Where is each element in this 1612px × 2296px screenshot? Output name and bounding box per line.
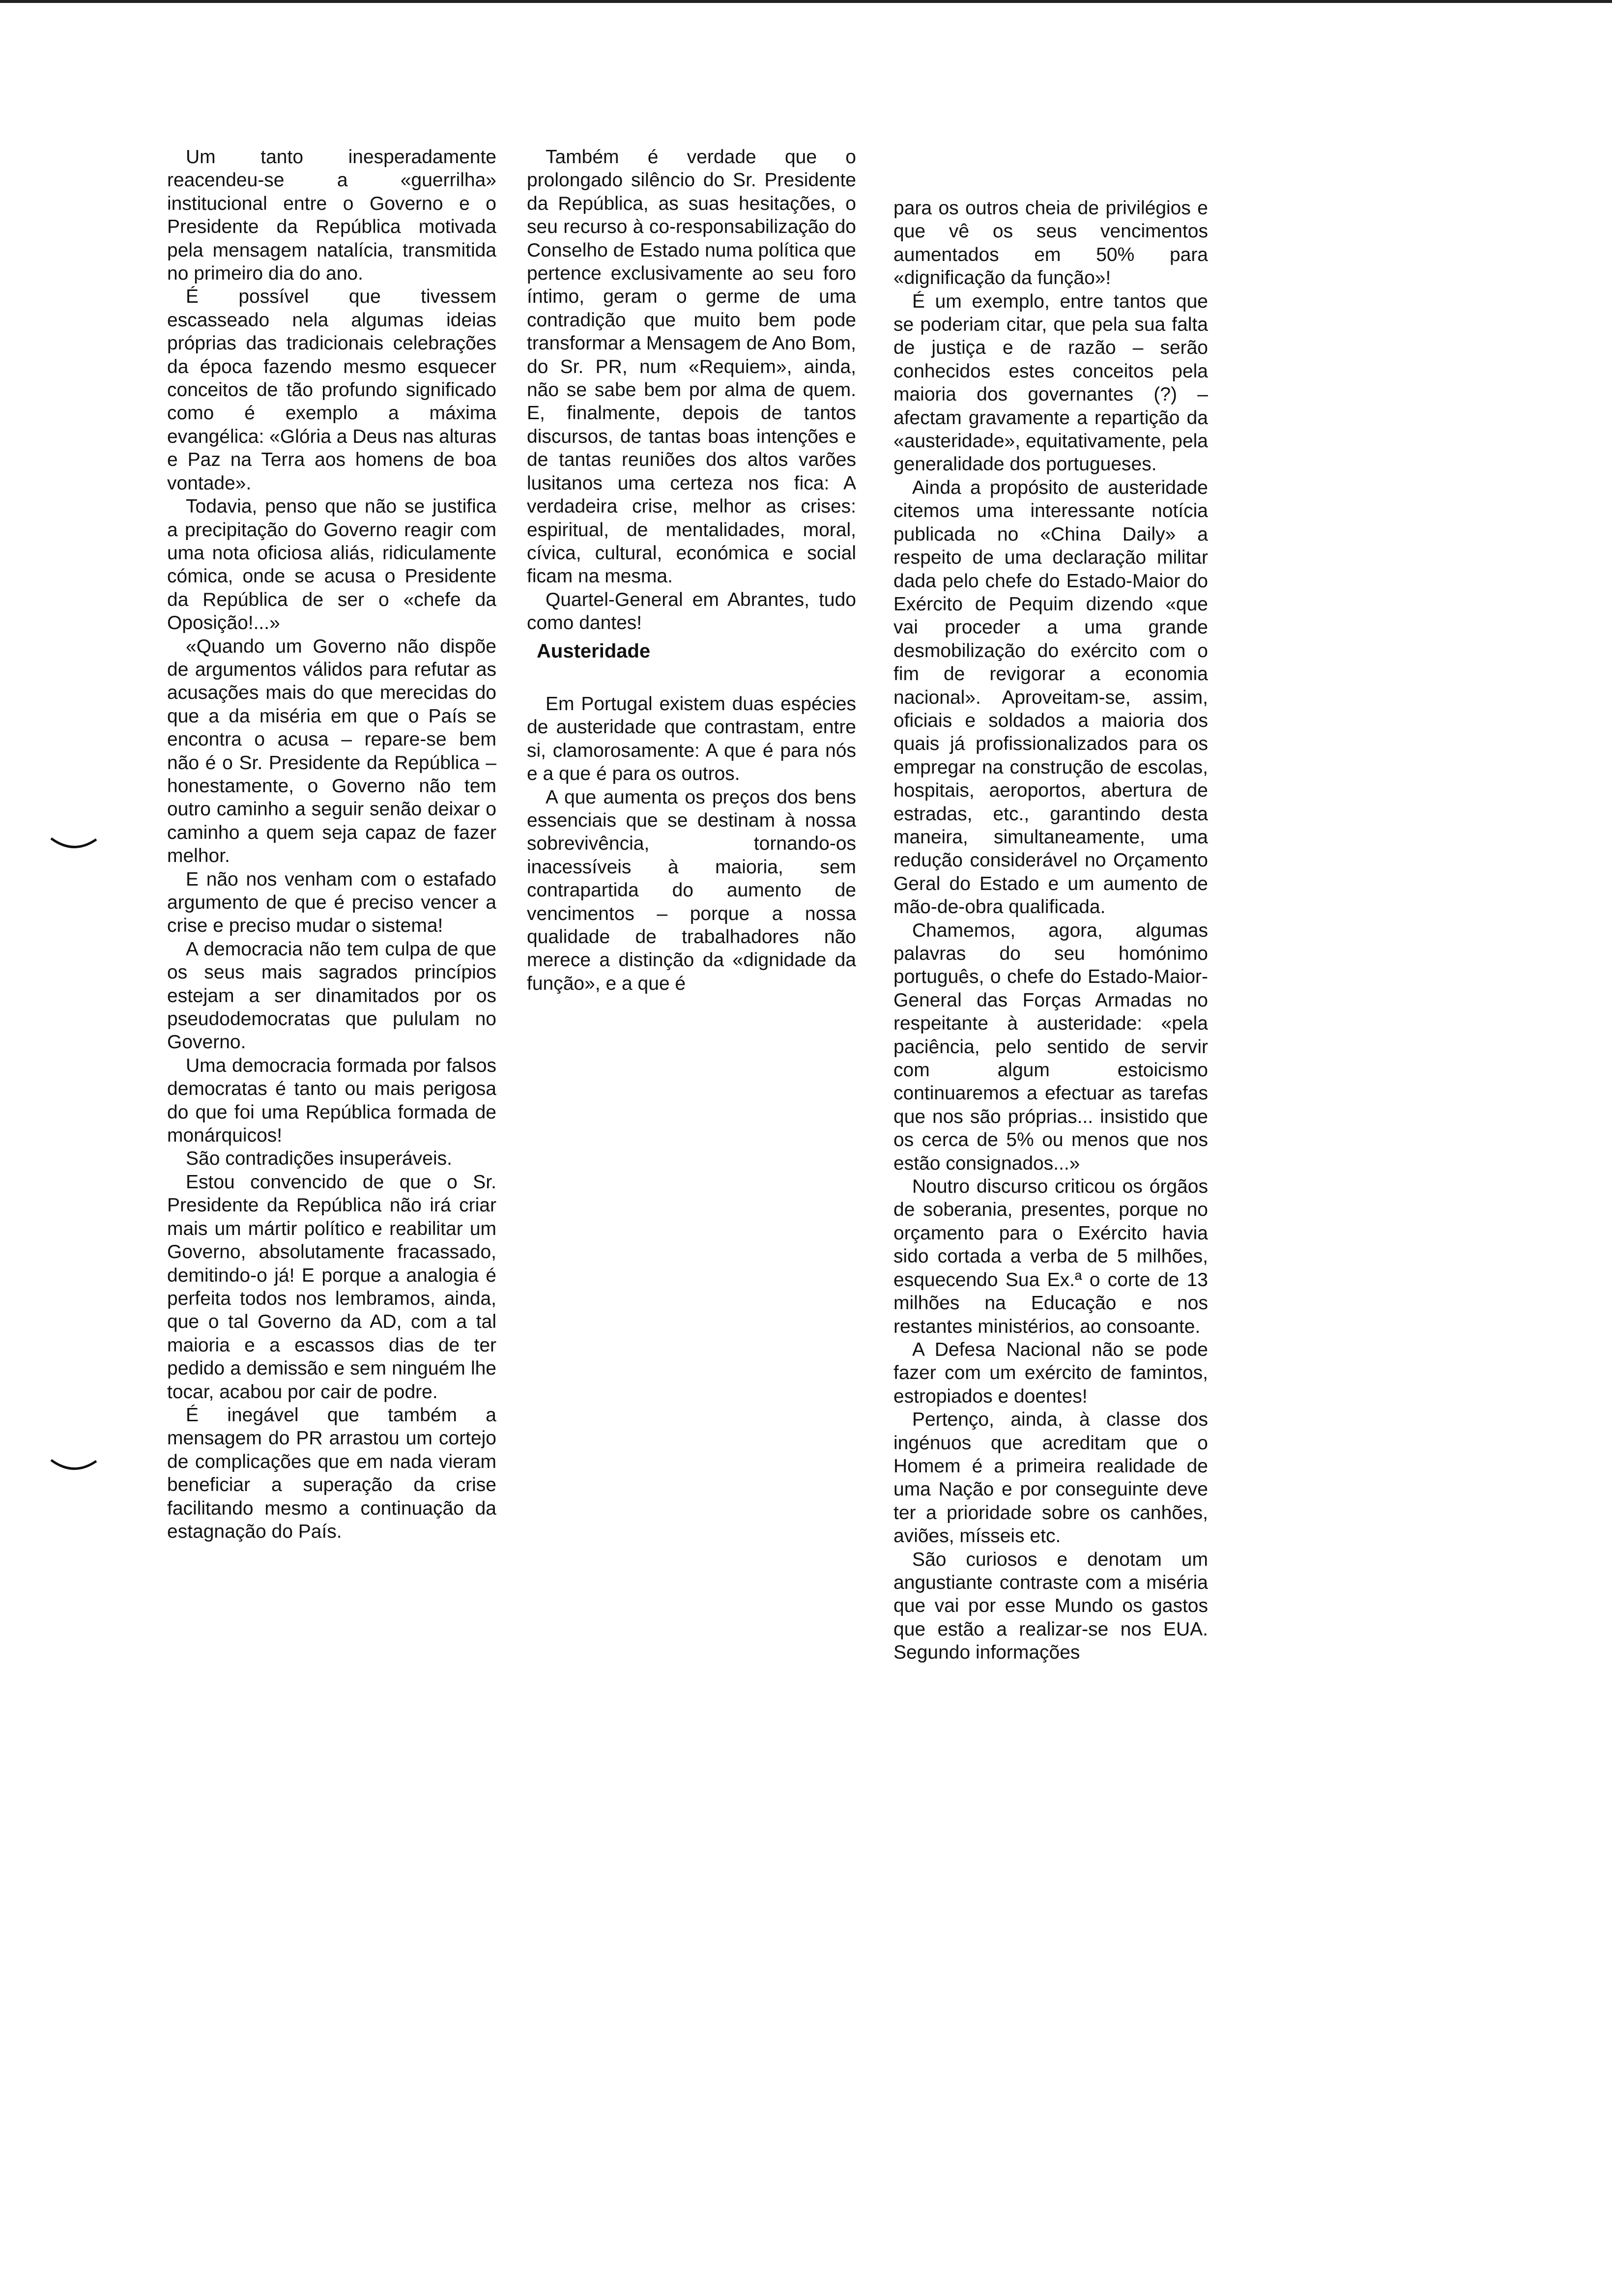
paragraph: Estou convencido de que o Sr. Presidente da República não irá criar mais um mártir político e reabilitar um Governo, absolutamente fracassado, demitindo-o já! E porque a analogia é perfeita todos nos lembramos, ainda, que o tal Governo da AD, com a tal maioria e a escassos dias de ter pedido a demissão e sem ninguém lhe tocar, acabou por cair de podre. xyxy=(167,1171,496,1403)
article-column-2 xyxy=(527,145,856,995)
paragraph: E não nos venham com o estafado argumento de que é preciso vencer a crise e preciso mudar o sistema! xyxy=(167,868,496,937)
paragraph: São contradições insuperáveis. xyxy=(186,1148,452,1170)
paragraph: «Quando um Governo não dispõe de argumentos válidos para refutar as acusações mais do que merecidas do que a da miséria em que o País se encontra o acusa – repare-se bem não é o Sr. Presidente da República – honestamente, o Governo não tem outro caminho a seguir senão deixar o caminho a quem seja capaz de fazer melhor. xyxy=(167,635,496,867)
paragraph: Quartel-General em Abrantes, tudo como dantes! xyxy=(527,589,856,634)
paragraph: Em Portugal existem duas espécies de austeridade que contrastam, entre si, clamorosamente: A que é para nós e a que é para os outros. xyxy=(527,693,856,785)
section-heading: Austeridade xyxy=(537,640,651,662)
paragraph: São curiosos e denotam um angustiante contraste com a miséria que vai por esse Mundo os gastos que estão a realizar-se nos EUA. Segundo informações xyxy=(893,1549,1208,1664)
paragraph: Também é verdade que o prolongado silêncio do Sr. Presidente da República, as suas hesitações, o seu recurso à co-responsabilização do Conselho de Estado numa política que pertence exclusivamente ao seu foro íntimo, geram o germe de uma contradição que muito bem pode transformar a Mensagem de Ano Bom, do Sr. PR, num «Requiem», ainda, não se sabe bem por alma de quem. E, finalmente, depois de tantos discursos, de tantas boas intenções e de tantas reuniões dos altos varões lusitanos uma certeza nos fica: A verdadeira crise, melhor as crises: espiritual, de mentalidades, moral, cívica, cultural, económica e social ficam na mesma. xyxy=(527,146,856,587)
scan-top-border xyxy=(0,0,1612,3)
paragraph: Ainda a propósito de austeridade citemos uma interessante notícia publicada no «China Daily» a respeito de uma declaração militar dada pelo chefe do Estado-Maior do Exército de Pequim dizendo «que vai proceder a uma grande desmobilização do exército com o fim de revigorar a economia nacional». Aproveitam-se, assim, oficiais e soldados a maioria dos quais já profissionalizados para os empregar na construção de escolas, hospitais, aeroportos, abertura de estradas, etc., garantindo desta maneira, simultaneamente, uma redução considerável no Orçamento Geral do Estado e um aumento de mão-de-obra qualificada. xyxy=(893,477,1208,918)
paragraph: É um exemplo, entre tantos que se poderiam citar, que pela sua falta de justiça e de razão – serão conhecidos estes conceitos pela maioria dos governantes (?) – afectam gravamente a repartição da «austeridade», equitativamente, pela generalidade dos portugueses. xyxy=(893,290,1208,475)
paragraph: Todavia, penso que não se justifica a precipitação do Governo reagir com uma nota oficiosa aliás, ridiculamente cómica, onde se acusa o Presidente da República de ser o «chefe da Oposição!...» xyxy=(167,496,496,634)
paragraph: Noutro discurso criticou os órgãos de soberania, presentes, porque no orçamento para o Exército havia sido cortada a verba de 5 milhões, esquecendo Sua Ex.ª o corte de 13 milhões na Educação e nos restantes ministérios, ao consoante. xyxy=(893,1176,1208,1337)
paragraph: A que aumenta os preços dos bens essenciais que se destinam à nossa sobrevivência, tornando-os inacessíveis à maioria, sem contrapartida do aumento de vencimentos – porque a nossa qualidade de trabalhadores não merece a distinção da «dignidade da função», e a que é xyxy=(527,786,856,994)
paragraph: É possível que tivessem escasseado nela algumas ideias próprias das tradicionais celebrações da época fazendo mesmo esquecer conceitos de tão profundo significado como é exemplo a máxima evangélica: «Glória a Deus nas alturas e Paz na Terra aos homens de boa vontade». xyxy=(167,286,496,494)
paragraph: para os outros cheia de privilégios e que vê os seus vencimentos aumentados em 50% para «dignificação da função»! xyxy=(893,198,1208,289)
article-column-1 xyxy=(167,145,496,1543)
paragraph: É inegável que também a mensagem do PR arrastou um cortejo de complicações que em nada vieram beneficiar a superação da crise facilitando mesmo a continuação da estagnação do País. xyxy=(167,1404,496,1542)
paragraph: Pertenço, ainda, à classe dos ingénuos que acreditam que o Homem é a primeira realidade de uma Nação e por conseguinte deve ter a prioridade sobre os canhões, aviões, mísseis etc. xyxy=(893,1409,1208,1547)
paragraph: A Defesa Nacional não se pode fazer com um exército de famintos, estropiados e doentes! xyxy=(893,1339,1208,1407)
paragraph: Uma democracia formada por falsos democratas é tanto ou mais perigosa do que foi uma República formada de monárquicos! xyxy=(167,1055,496,1147)
binding-hole-mark-bottom xyxy=(49,1457,98,1477)
paragraph: Chamemos, agora, algumas palavras do seu homónimo português, o chefe do Estado-Maior-General das Forças Armadas no respeitante à austeridade: «pela paciência, pelo sentido de servir com algum estoicismo continuaremos a efectuar as tarefas que nos são próprias... insistido que os cerca de 5% ou menos que nos estão consignados...» xyxy=(893,919,1208,1174)
paragraph: Um tanto inesperadamente reacendeu-se a «guerrilha» institucional entre o Governo e o Presidente da República motivada pela mensagem natalícia, transmitida no primeiro dia do ano. xyxy=(167,146,496,285)
binding-hole-mark-top xyxy=(49,835,98,855)
paragraph: A democracia não tem culpa de que os seus mais sagrados princípios estejam a ser dinamitados por os pseudodemocratas que pululam no Governo. xyxy=(167,938,496,1053)
article-column-3 xyxy=(893,197,1208,1665)
